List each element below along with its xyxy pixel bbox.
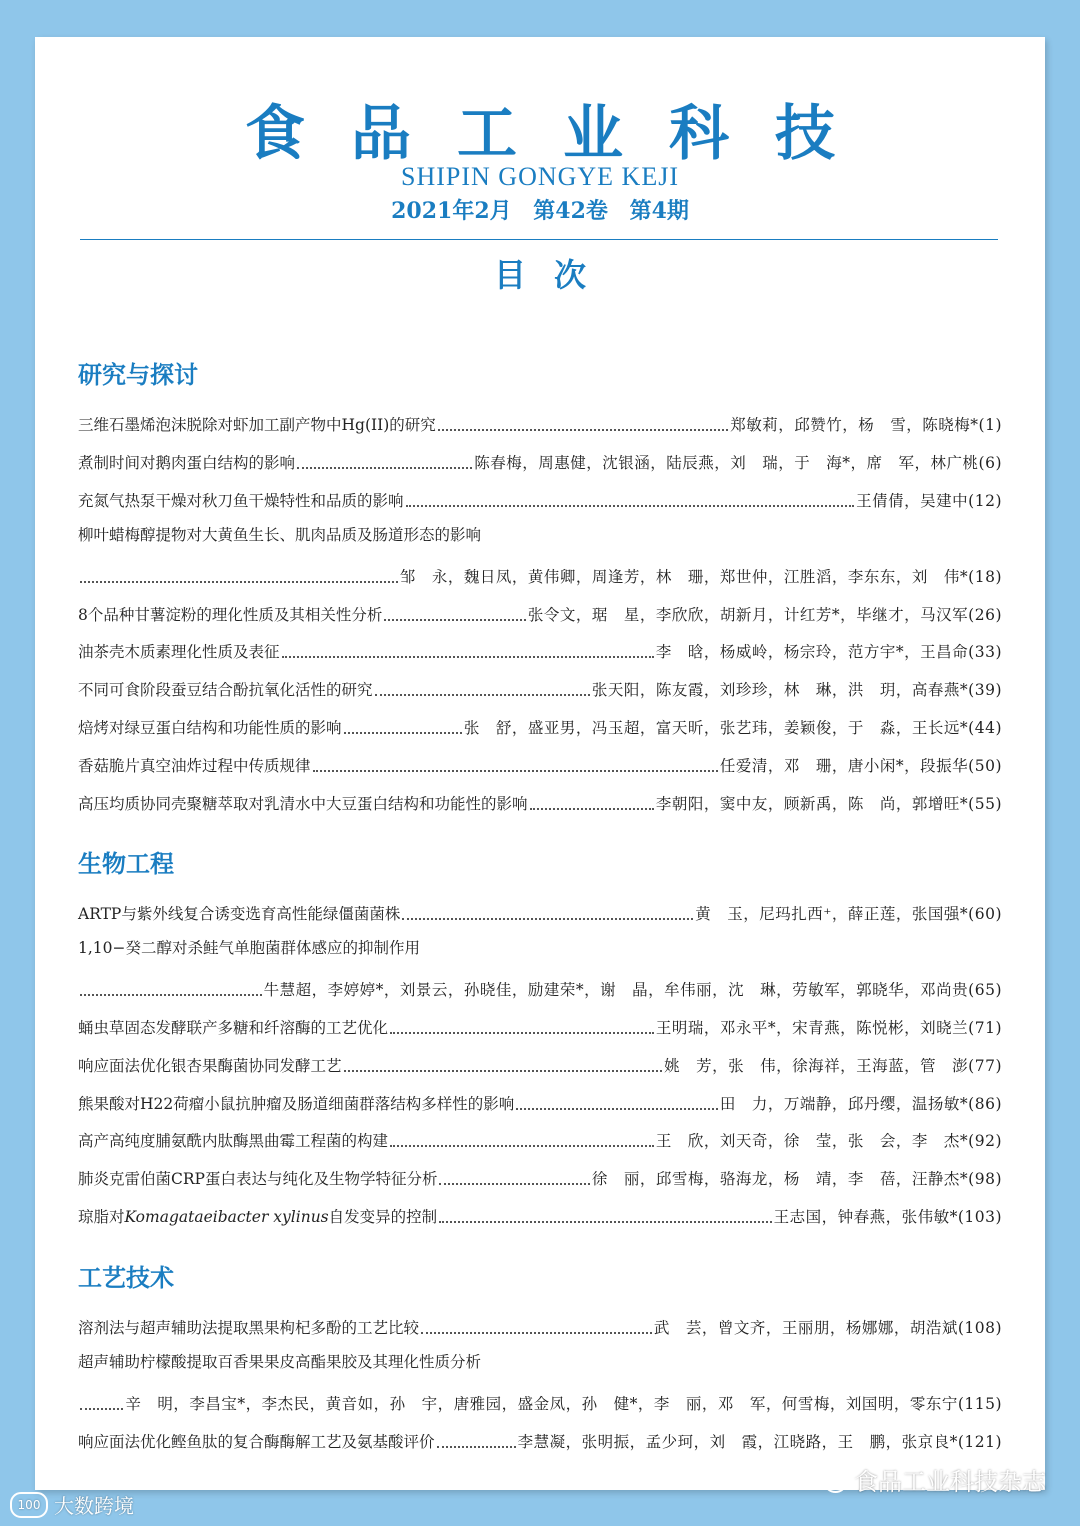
article-title: 肺炎克雷伯菌CRP蛋白表达与纯化及生物学特征分析 [78,1170,438,1189]
toc-entry[interactable] [78,899,1002,925]
toc-entry[interactable] [78,562,1002,588]
article-authors-page: 王 欣，刘天奇，徐 莹，张 会，李 杰*(92) [655,1132,1002,1151]
article-title: 三维石墨烯泡沫脱除对虾加工副产物中Hg(II)的研究 [78,416,436,434]
article-authors-page: 邹 永，魏日凤，黄伟卿，周逢芳，林 珊，郑世仲，江胜滔，李东东，刘 伟*(18) [399,567,1002,586]
article-authors-page: 辛 明，李昌宝*，李杰民，黄音如，孙 宇，唐雅园，盛金凤，孙 健*，李 丽，邓 军，何雪梅，刘国明，零东宁(115) [125,1394,1002,1413]
article-title[interactable]: 1,10−癸二醇对杀鲑气单胞菌群体感应的抑制作用 [78,938,421,957]
leader-dots [344,732,462,734]
leader-dots [80,1408,123,1410]
journal-title: 食品工业科技 [245,99,881,169]
toc-entry[interactable] [78,486,1002,512]
article-authors-page: 李朝阳，窦中友，顾新禹，陈 尚，郭增旺*(55) [655,795,1002,813]
wechat-watermark [810,1462,1046,1497]
leader-dots [390,1032,654,1034]
contents-page [35,37,1045,1490]
section-heading: 研究与探讨 [78,360,198,389]
toc-entry[interactable] [78,789,1002,815]
leader-dots [282,656,654,658]
title-part: 自发变异的控制 [328,1208,438,1227]
brand-name: 大数跨境 [54,1494,134,1518]
toc-entry[interactable] [78,675,1002,701]
article-title: 响应面法优化鲣鱼肽的复合酶酶解工艺及氨基酸评价 [78,1432,435,1451]
toc-entry[interactable] [78,1013,1002,1039]
article-title: 蛹虫草固态发酵联产多糖和纤溶酶的工艺优化 [78,1018,389,1037]
article-title: 焙烤对绿豆蛋白结构和功能性质的影响 [78,719,342,738]
article-authors-page: 李慧凝，张明振，孟少珂，刘 霞，江晓路，王 鹏，张京良*(121) [517,1432,1002,1451]
article-authors-page: 王明瑞，邓永平*，宋青燕，陈悦彬，刘晓兰(71) [655,1018,1002,1037]
article-authors-page: 任爱清，邓 珊，唐小闲*，段振华(50) [719,757,1002,776]
section-heading: 工艺技术 [78,1263,174,1292]
toc-entry[interactable] [78,1051,1002,1077]
article-authors-page: 黄 玉，尼玛扎西⁺，薛正莲，张国强*(60) [695,905,1002,923]
contents-heading: 目次 [493,256,614,294]
article-title[interactable]: 超声辅助柠檬酸提取百香果果皮高酯果胶及其理化性质分析 [78,1352,482,1371]
toc-entry[interactable] [78,1126,1002,1152]
leader-dots [406,505,855,507]
article-title: 响应面法优化银杏果酶菌协同发酵工艺 [78,1056,342,1075]
article-title: 煮制时间对鹅肉蛋白结构的影响 [78,453,296,472]
section-heading: 生物工程 [78,849,174,878]
leader-dots [375,694,590,696]
leader-dots [390,1145,654,1147]
article-authors-page: 陈春梅，周惠健，沈银涵，陆辰燕，刘 瑞，于 海*，席 军，林广桃(6) [474,453,1002,472]
article-authors-page: 田 力，万端静，邱丹缨，温扬敏*(86) [719,1094,1002,1113]
toc-entry[interactable] [78,410,1002,436]
article-title: 香菇脆片真空油炸过程中传质规律 [78,757,311,776]
toc-entry[interactable] [78,1202,1002,1228]
leader-dots [530,808,654,810]
article-title: 充氮气热泵干燥对秋刀鱼干燥特性和品质的影响 [78,491,404,510]
wechat-account-name: 食品工业科技杂志 [854,1468,1046,1496]
leader-dots [439,1183,589,1185]
toc-entry[interactable] [78,448,1002,474]
article-authors-page: 武 芸，曾文齐，王丽朋，杨娜娜，胡浩斌(108) [653,1319,1002,1337]
article-authors-page: 李 晗，杨威岭，杨宗玲，范方宇*，王昌命(33) [655,643,1002,662]
article-title: 8个品种甘薯淀粉的理化性质及其相关性分析 [78,605,383,624]
article-title [78,1206,437,1228]
toc-entry[interactable] [78,1389,1002,1415]
article-authors-page: 牛慧超，李婷婷*，刘景云，孙晓佳，励建荣*，谢 晶，牟伟丽，沈 琳，劳敏军，郭晓华，邓尚贵(65) [263,980,1002,999]
leader-dots [80,581,398,583]
article-authors-page: 张令文，琚 星，李欣欣，胡新月，计红芳*，毕继才，马汉军(26) [527,605,1002,624]
header-divider [80,239,998,240]
article-title: ARTP与紫外线复合诱变选育高性能绿僵菌菌株 [78,905,401,923]
toc-entry[interactable] [78,1427,1002,1453]
toc-entry[interactable] [78,1313,1002,1339]
journal-pinyin: SHIPIN GONGYE KEJI [401,162,679,191]
article-authors-page: 姚 芳，张 伟，徐海祥，王海蓝，管 澎(77) [664,1056,1002,1075]
leader-dots [80,994,262,996]
article-title: 油茶壳木质素理化性质及表征 [78,643,280,662]
toc-entry[interactable] [78,1089,1002,1115]
leader-dots [297,467,472,469]
article-authors-page: 王倩倩，吴建中(12) [856,491,1002,510]
toc-entry[interactable] [78,713,1002,739]
article-authors-page: 王志国，钟春燕，张伟敏*(103) [773,1208,1002,1227]
leader-dots [439,1221,771,1223]
brand-logo-icon: 100 [10,1492,48,1518]
article-title: 高压均质协同壳聚糖萃取对乳清水中大豆蛋白结构和功能性的影响 [78,795,528,813]
leader-dots [402,918,693,920]
leader-dots [344,1070,663,1072]
brand-watermark [10,1490,134,1519]
leader-dots [437,1446,516,1448]
leader-dots [421,1332,652,1334]
article-authors-page: 张天阳，陈友霞，刘珍珍，林 琳，洪 玥，高春燕*(39) [591,681,1002,700]
article-title: 溶剂法与超声辅助法提取黑果枸杞多酚的工艺比较 [78,1319,420,1337]
wechat-icon [810,1467,846,1493]
toc-entry[interactable] [78,600,1002,626]
toc-entry[interactable] [78,637,1002,663]
article-authors-page: 徐 丽，邱雪梅，骆海龙，杨 靖，李 蓓，汪静杰*(98) [591,1170,1002,1189]
leader-dots [438,429,729,431]
issue-info: 2021年2月 第42卷 第4期 [391,198,689,224]
title-part: 琼脂对 [78,1208,125,1227]
article-authors-page: 郑敏莉，邱赞竹，杨 雪，陈晓梅*(1) [730,416,1002,434]
toc-entry[interactable] [78,751,1002,777]
leader-dots [384,619,526,621]
species-name: Komagataeibacter xylinus [124,1208,329,1227]
article-title: 高产高纯度脯氨酰内肽酶黑曲霉工程菌的构建 [78,1132,389,1151]
article-title[interactable]: 柳叶蜡梅醇提物对大黄鱼生长、肌肉品质及肠道形态的影响 [78,525,482,544]
leader-dots [313,770,718,772]
article-title: 不同可食阶段蚕豆结合酚抗氧化活性的研究 [78,681,373,700]
article-title: 熊果酸对H22荷瘤小鼠抗肿瘤及肠道细菌群落结构多样性的影响 [78,1094,515,1113]
article-authors-page: 张 舒，盛亚男，冯玉超，富天昕，张艺玮，姜颖俊，于 淼，王长远*(44) [463,719,1002,738]
toc-entry[interactable] [78,975,1002,1001]
toc-entry[interactable] [78,1164,1002,1190]
leader-dots [516,1108,718,1110]
